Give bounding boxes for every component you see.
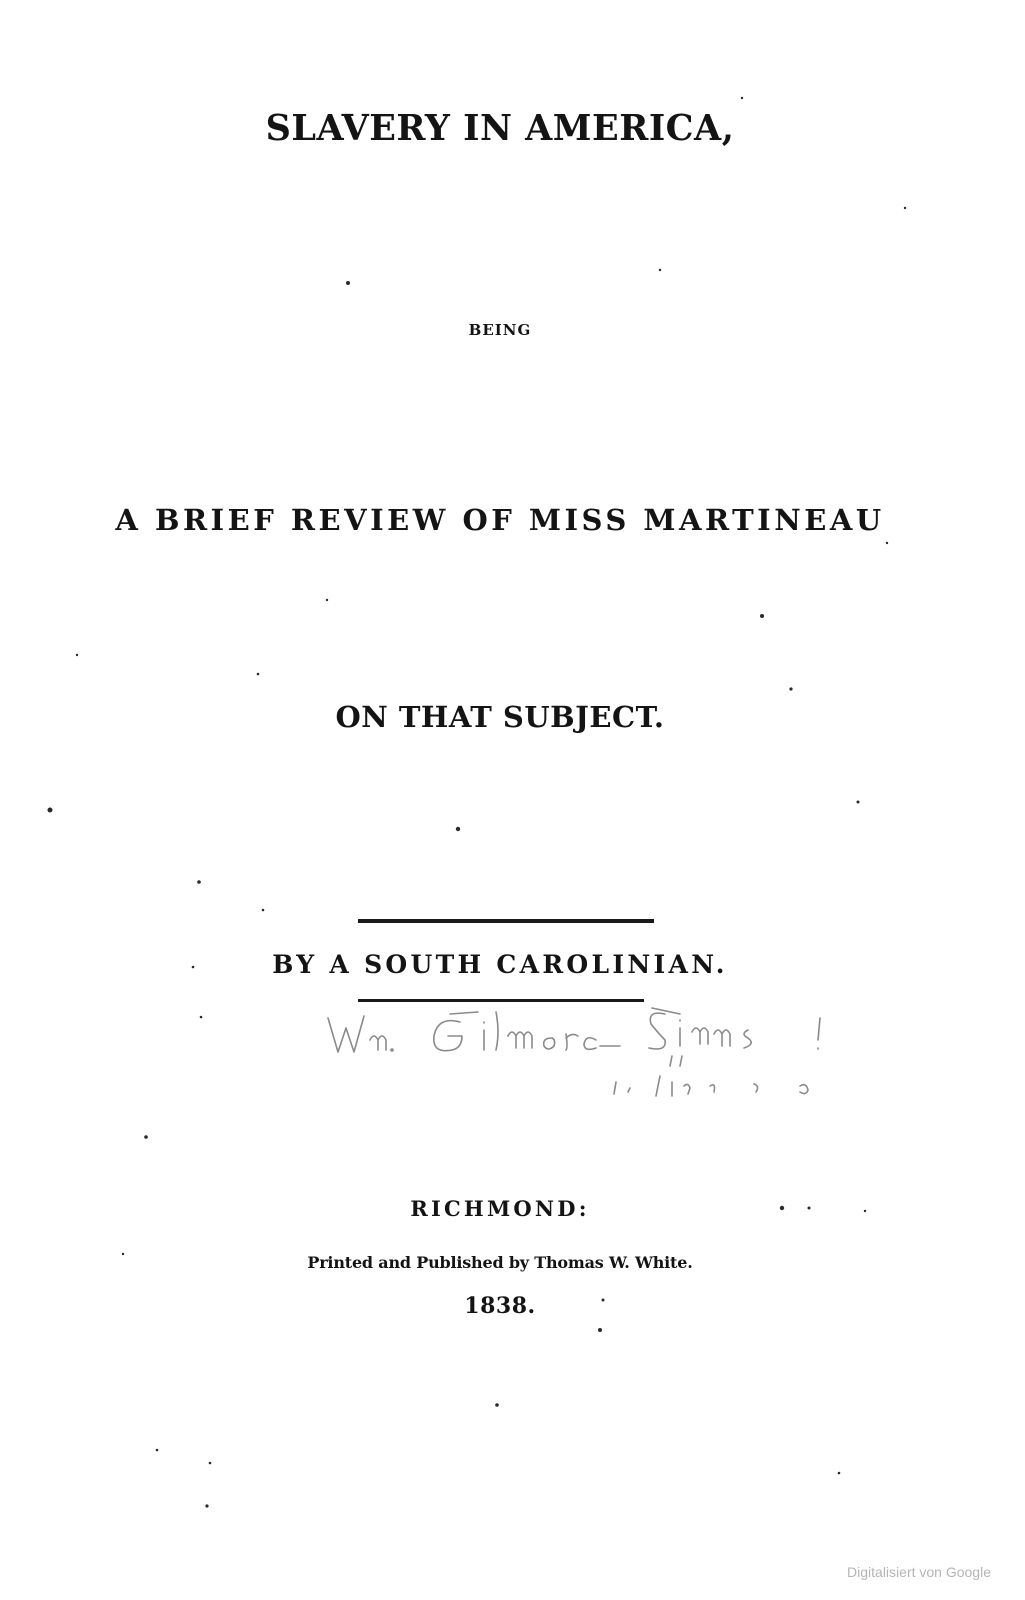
author-line: BY A SOUTH CAROLINIAN. [272, 950, 728, 979]
handwritten-signature [300, 1000, 880, 1110]
divider-rule-top [358, 919, 654, 923]
scan-watermark: Digitalisiert von Google [847, 1564, 991, 1580]
imprint-year: 1838. [464, 1293, 536, 1319]
book-title: SLAVERY IN AMERICA, [265, 107, 735, 150]
imprint-city: RICHMOND: [410, 1196, 590, 1221]
signature-scribble [300, 1000, 880, 1110]
imprint-printer: Printed and Published by Thomas W. White. [307, 1253, 693, 1272]
subtitle-line-2: ON THAT SUBJECT. [335, 700, 665, 734]
title-connector: BEING [468, 321, 532, 339]
subtitle-line-1: A BRIEF REVIEW OF MISS MARTINEAU [115, 503, 885, 537]
